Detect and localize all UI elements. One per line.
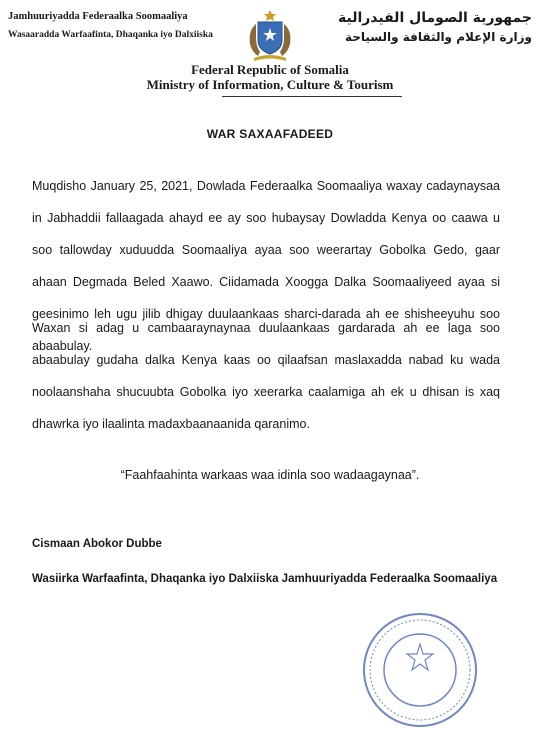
paragraph-1: Muqdisho January 25, 2021, Dowlada Federaalka Soomaaliya waxay cadaynaysaa in Jabhaddii fallaagada ahayd ee ay soo hubaysay Dowladda Kenya oo caawa u soo tallowday xuduudda Soomaaliya ayaa soo weerartay Gobolka Gedo, gaar ahaan Degmada Beled Xaawo. Ciidamada Xoogga Dalka Soomaaliyeed ayaa si geesinimo leh ugu jilib dhigay duulaankaas sharci-darada ah ee shisheeyuhu soo abaabulay. xyxy=(32,179,500,353)
header-arabic-block xyxy=(322,8,532,46)
header-english-ministry: Ministry of Information, Culture & Tourism xyxy=(146,77,394,92)
closing-quote: “Faahfaahinta warkaas waa idinla soo wadaagaynaa”. xyxy=(120,468,420,482)
paragraph-2: Waxan si adag u cambaaraynaynaa duulaankaas gardarada ah ee laga soo abaabulay gudaha dalka Kenya kaas oo qilaafsan maslaxadda nabad ku wada noolaanshaha shucuubta Gobolka iyo xeerarka caalamiga ah ek u dhisan is xaq dhawrka iyo ilaalinta madaxbaanaanida qaranimo. xyxy=(32,321,500,431)
signatory-title: Wasiirka Warfaafinta, Dhaqanka iyo Dalxiiska Jamhuuriyadda Federaalka Soomaaliya xyxy=(32,573,498,585)
somalia-coat-of-arms-icon xyxy=(244,8,296,64)
header-english-block xyxy=(0,62,540,92)
header-arabic-ministry: وزارة الإعلام والثقافة والسياحة xyxy=(344,30,532,44)
document-title: WAR SAXAAFADEED xyxy=(206,127,334,141)
signatory-name: Cismaan Abokor Dubbe xyxy=(32,538,162,550)
header-somali-republic: Jamhuuriyadda Federaalka Soomaaliya xyxy=(8,11,188,22)
header-divider xyxy=(222,96,402,97)
header-somali-ministry: Wasaaradda Warfaafinta, Dhaqanka iyo Dalxiiska xyxy=(8,30,213,40)
ministry-stamp-icon xyxy=(360,610,480,730)
header-arabic-republic: جمهورية الصومال الفيدرالية xyxy=(337,10,532,26)
header-somali-block xyxy=(8,6,248,42)
header-english-republic: Federal Republic of Somalia xyxy=(191,62,349,77)
